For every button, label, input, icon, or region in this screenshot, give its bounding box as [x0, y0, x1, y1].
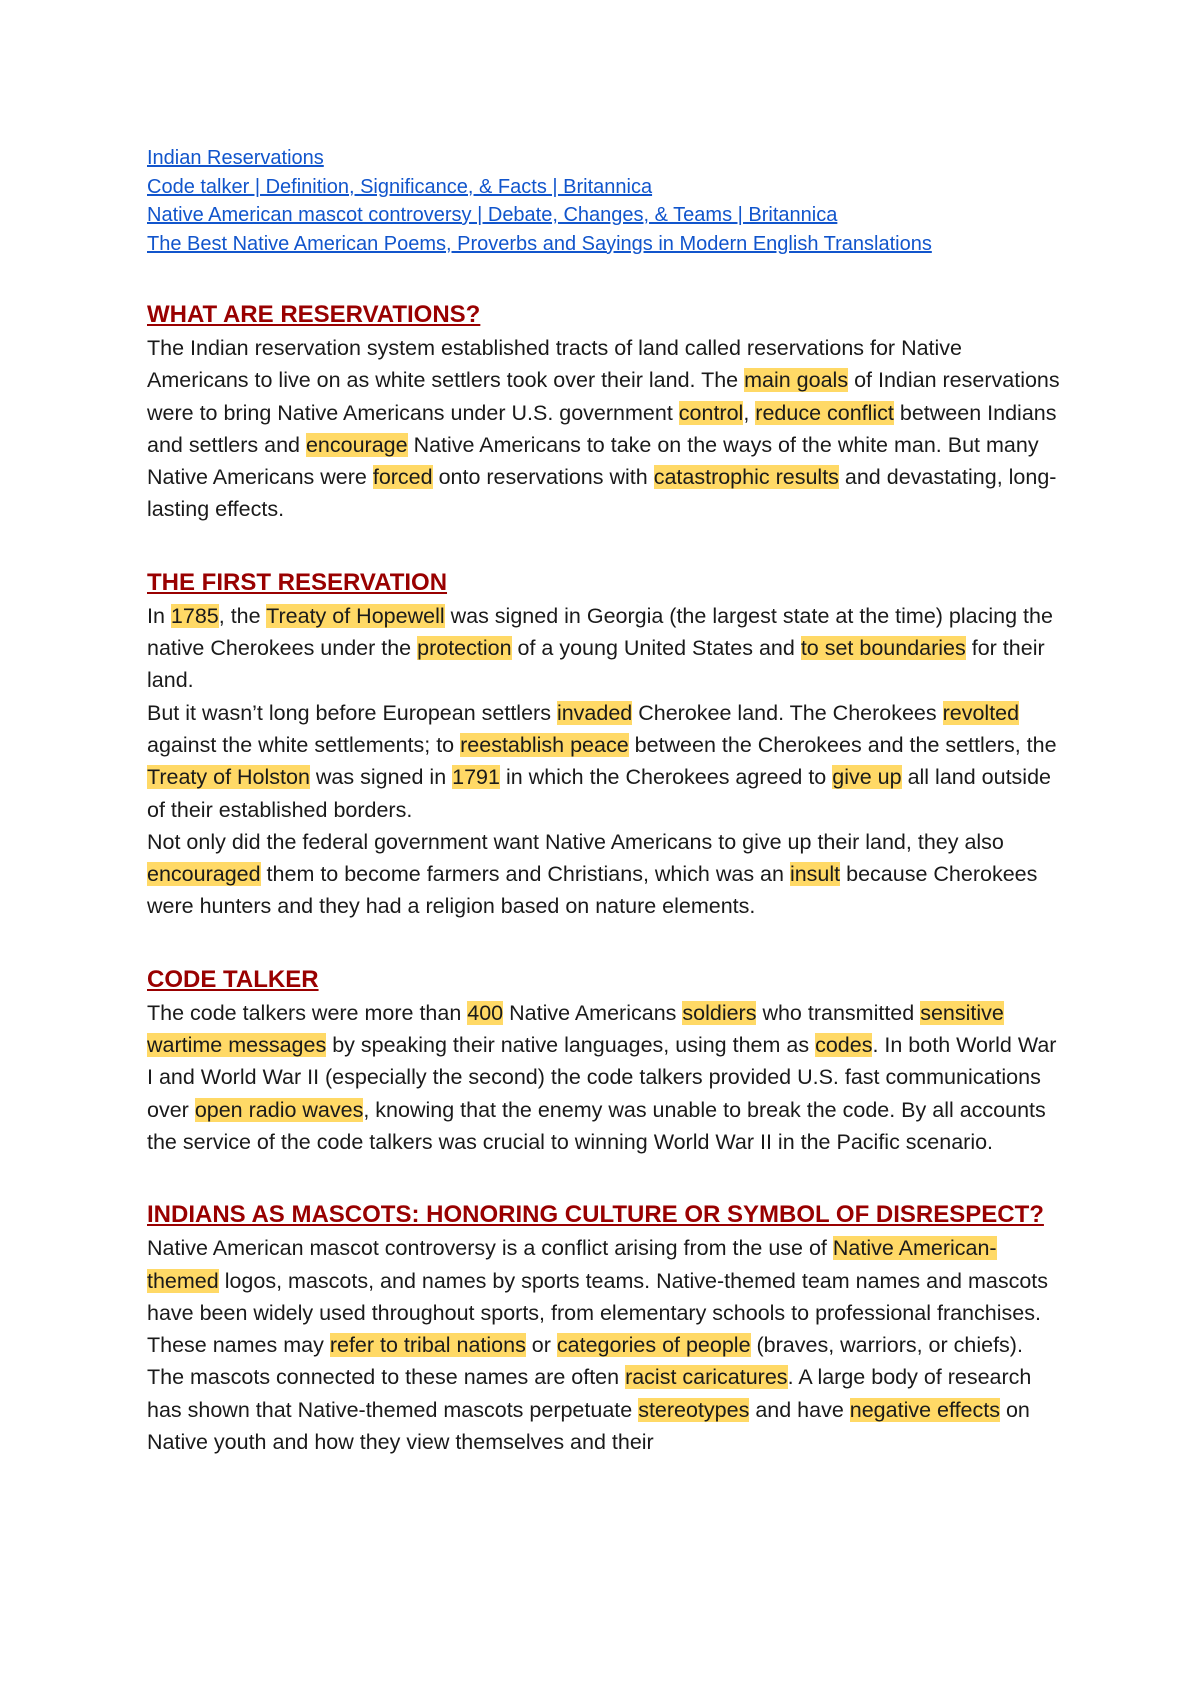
highlighted-text: forced: [372, 465, 433, 490]
reference-links: [147, 144, 1067, 258]
highlighted-text: open radio waves: [194, 1097, 364, 1122]
highlighted-text: refer to tribal nations: [329, 1333, 526, 1358]
section-heading: INDIANS AS MASCOTS: HONORING CULTURE OR SYMBOL OF DISRESPECT?: [147, 1201, 1044, 1229]
highlighted-text: Treaty of Hopewell: [266, 603, 445, 628]
highlighted-text: encouraged: [147, 862, 261, 887]
link-native-american-poems[interactable]: The Best Native American Poems, Proverbs and Sayings in Modern English Translations: [147, 232, 932, 255]
section-heading: WHAT ARE RESERVATIONS?: [147, 301, 481, 328]
highlighted-text: main goals: [744, 368, 849, 393]
highlighted-text: Native American-themed: [147, 1236, 997, 1293]
section-paragraph: The mascots connected to these names are often racist caricatures. A large body of research has shown that Native-themed mascots perpetuate stereotypes and have negative effects on Native youth and how they view themselves and their: [147, 1365, 1032, 1455]
highlighted-text: to set boundaries: [800, 636, 966, 661]
section-heading: CODE TALKER: [147, 965, 319, 993]
highlighted-text: encourage: [305, 432, 408, 457]
section-indians-as-mascots: [147, 1198, 1067, 1458]
highlighted-text: invaded: [556, 700, 633, 725]
link-indian-reservations[interactable]: Indian Reservations: [147, 147, 324, 169]
highlighted-text: stereotypes: [638, 1397, 750, 1422]
section-paragraph: In 1785, the Treaty of Hopewell was signed in Georgia (the largest state at the time) placing the native Cherokees under the protection of a young United States and to set boundaries for their land.: [147, 603, 1053, 693]
section-paragraph: The Indian reservation system established tracts of land called reservations for Native Americans to live on as white settlers took over their land. The main goals of Indian reservations were to bring Native Americans under U.S. government control, reduce conflict between Indians and settlers and encourage Native Americans to take on the ways of the white man. But many Native Americans were forced onto reservations with catastrophic results and devastating, long-lasting effects.: [147, 336, 1060, 522]
highlighted-text: control: [678, 400, 744, 425]
link-code-talker-britannica[interactable]: Code talker | Definition, Significance, & Facts | Britannica: [147, 175, 653, 198]
highlighted-text: insult: [789, 862, 841, 887]
section-paragraph: But it wasn’t long before European settlers invaded Cherokee land. The Cherokees revolted against the white settlements; to reestablish peace between the Cherokees and the settlers, the Treaty of Holston was signed in 1791 in which the Cherokees agreed to give up all land outside of their established borders.: [147, 700, 1057, 822]
highlighted-text: 1785: [170, 603, 219, 628]
section-what-are-reservations: [147, 298, 1067, 526]
section-paragraph: Native American mascot controversy is a conflict arising from the use of Native American-themed logos, mascots, and names by sports teams. Native-themed team names and mascots have been widely used throughout sports, from elementary schools to professional franchises. These names may refer to tribal nations or categories of people (braves, warriors, or chiefs).: [147, 1236, 1049, 1358]
link-mascot-controversy-britannica[interactable]: Native American mascot controversy | Debate, Changes, & Teams | Britannica: [147, 204, 838, 226]
highlighted-text: categories of people: [556, 1333, 751, 1358]
highlighted-text: protection: [417, 636, 512, 661]
highlighted-text: codes: [815, 1033, 873, 1058]
highlighted-text: racist caricatures: [625, 1365, 788, 1390]
highlighted-text: catastrophic results: [653, 465, 839, 490]
highlighted-text: revolted: [942, 700, 1020, 725]
section-paragraph: Not only did the federal government want Native Americans to give up their land, they also encouraged them to become farmers and Christians, which was an insult because Cherokees were hunters and they had a religion based on nature elements.: [147, 829, 1038, 919]
section-code-talker: [147, 963, 1067, 1158]
highlighted-text: negative effects: [849, 1397, 1000, 1422]
highlighted-text: reestablish peace: [460, 732, 629, 757]
highlighted-text: 400: [467, 1000, 504, 1025]
section-paragraph: The code talkers were more than 400 Native Americans soldiers who transmitted sensitive wartime messages by speaking their native languages, using them as codes. In both World War I and World War II (especially the second) the code talkers provided U.S. fast communications over open radio waves, knowing that the enemy was unable to break the code. By all accounts the service of the code talkers was crucial to winning World War II in the Pacific scenario.: [147, 1000, 1057, 1154]
section-first-reservation: [147, 566, 1067, 923]
highlighted-text: sensitive wartime messages: [147, 1000, 1004, 1058]
section-heading: THE FIRST RESERVATION: [147, 568, 448, 596]
highlighted-text: reduce conflict: [755, 400, 894, 425]
highlighted-text: Treaty of Holston: [147, 765, 310, 790]
highlighted-text: 1791: [452, 765, 500, 790]
highlighted-text: give up: [832, 765, 902, 790]
document-page: [147, 144, 1067, 1458]
highlighted-text: soldiers: [682, 1000, 757, 1025]
